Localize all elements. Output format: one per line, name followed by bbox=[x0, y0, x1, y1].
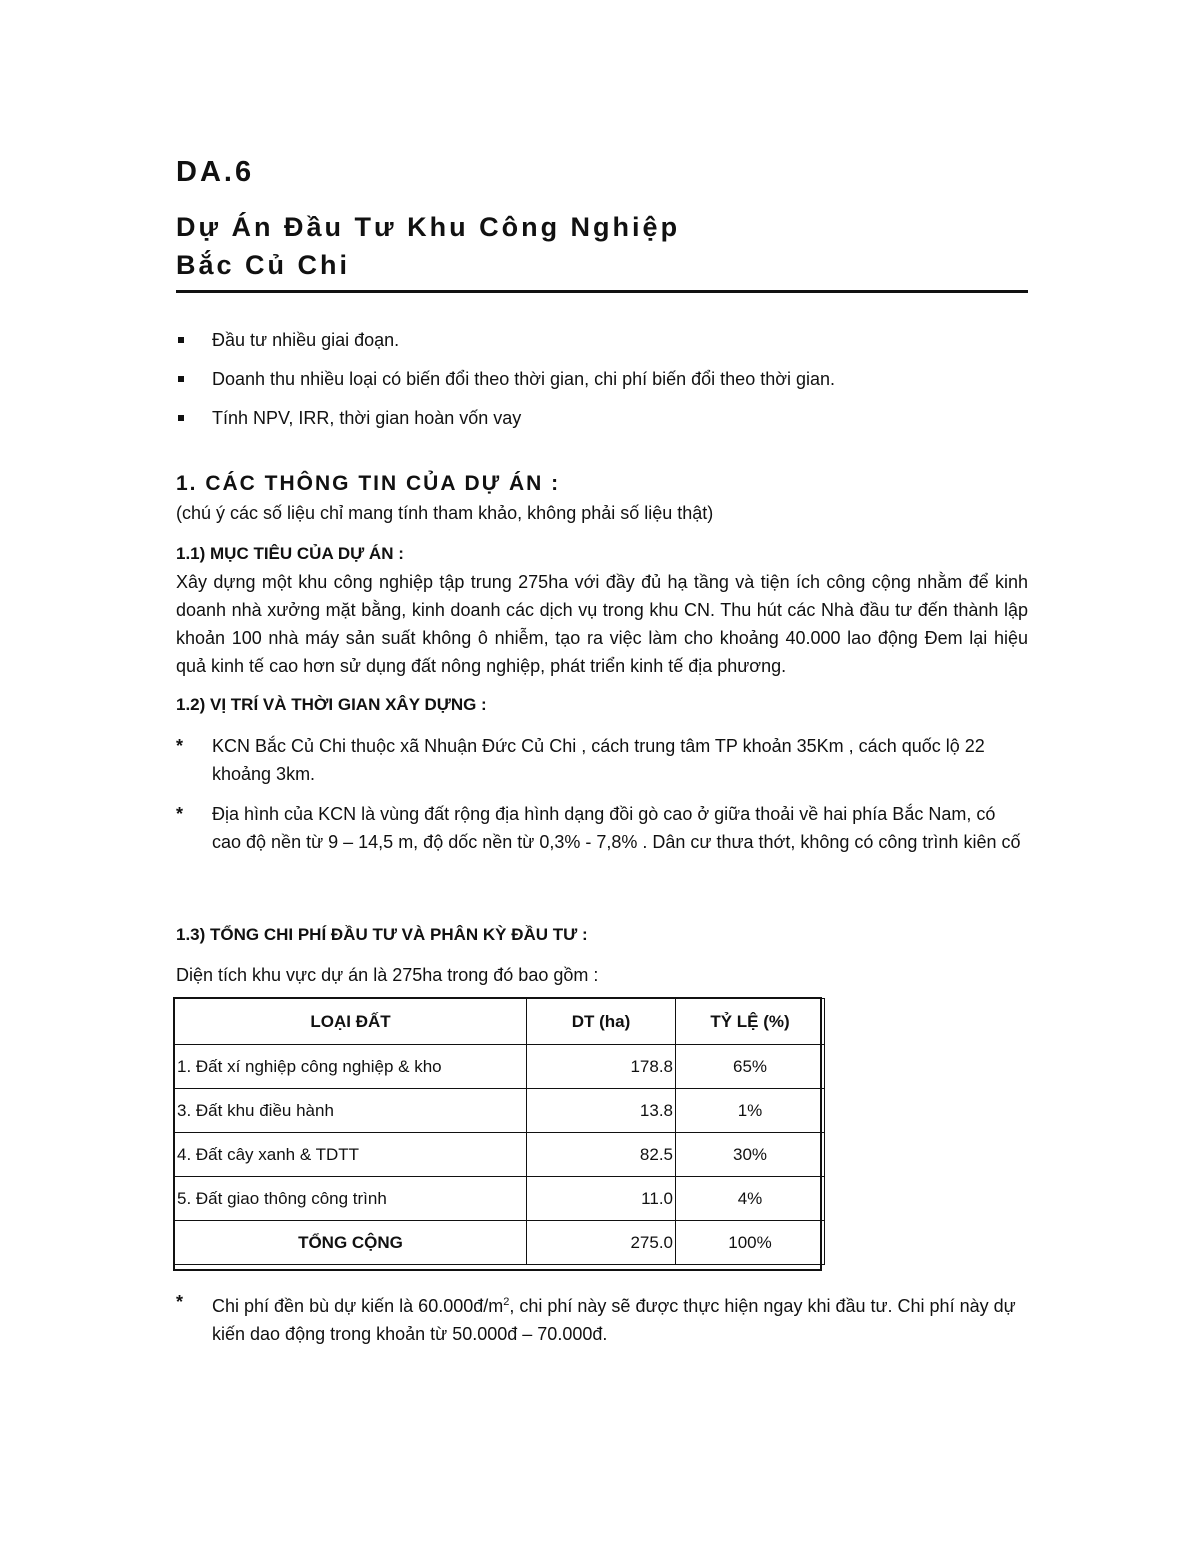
cost-note-part-2: , chi phí này sẽ được thực hiện ngay khi đầu tư. Chi phí này dự kiến dao động trong khoản từ 50.000đ – 70.000đ. bbox=[212, 1296, 1016, 1344]
list-item bbox=[176, 366, 835, 405]
land-use-table bbox=[174, 998, 825, 1265]
table-total-row bbox=[175, 1221, 825, 1265]
list-item-text: Doanh thu nhiều loại có biến đổi theo thời gian, chi phí biến đổi theo thời gian. bbox=[212, 369, 836, 389]
list-item bbox=[176, 327, 835, 366]
table-cell: 275.0 bbox=[527, 1221, 676, 1265]
list-item-text: Tính NPV, IRR, thời gian hoàn vốn vay bbox=[212, 408, 522, 428]
square-bullet-icon bbox=[178, 337, 184, 343]
table-row bbox=[175, 1133, 825, 1177]
table-header-row bbox=[175, 999, 825, 1045]
cost-note-list bbox=[176, 1288, 1028, 1348]
table-cell: 65% bbox=[676, 1045, 825, 1089]
table-cell: 30% bbox=[676, 1133, 825, 1177]
area-intro: Diện tích khu vực dự án là 275ha trong đó bao gồm : bbox=[176, 965, 599, 985]
list-item bbox=[176, 732, 1028, 788]
document-title bbox=[176, 208, 1028, 293]
location-list bbox=[176, 732, 1028, 856]
asterisk-bullet-icon: * bbox=[176, 804, 184, 824]
square-bullet-icon bbox=[178, 415, 184, 421]
title-line-2: Bắc Củ Chi bbox=[176, 250, 351, 280]
column-header: LOẠI ĐẤT bbox=[175, 999, 527, 1045]
table-cell: 13.8 bbox=[527, 1089, 676, 1133]
table-cell: 11.0 bbox=[527, 1177, 676, 1221]
table-row bbox=[175, 1089, 825, 1133]
title-line-1: Dự Án Đầu Tư Khu Công Nghiệp bbox=[176, 212, 681, 242]
list-item bbox=[176, 405, 835, 444]
subsection-heading-objectives: 1.1) MỤC TIÊU CỦA DỰ ÁN : bbox=[176, 544, 404, 563]
square-bullet-icon bbox=[178, 376, 184, 382]
list-item-text: Đầu tư nhiều giai đoạn. bbox=[212, 330, 400, 350]
table-cell: 1. Đất xí nghiệp công nghiệp & kho bbox=[175, 1045, 527, 1089]
subsection-heading-investment: 1.3) TỔNG CHI PHÍ ĐẦU TƯ VÀ PHÂN KỲ ĐẦU TƯ : bbox=[176, 925, 588, 944]
column-header: TỶ LỆ (%) bbox=[676, 999, 825, 1045]
list-item-text: Địa hình của KCN là vùng đất rộng địa hình dạng đồi gò cao ở giữa thoải về hai phía Bắc Nam, có cao độ nền từ 9 – 14,5 m, độ dốc nền từ 0,3% - 7,8% . Dân cư thưa thớt, không có công trình kiên cố bbox=[212, 804, 1021, 852]
list-item bbox=[176, 800, 1028, 856]
table-cell: TỔNG CỘNG bbox=[175, 1221, 527, 1265]
table-cell: 4% bbox=[676, 1177, 825, 1221]
subsection-heading-location: 1.2) VỊ TRÍ VÀ THỜI GIAN XÂY DỰNG : bbox=[176, 695, 487, 714]
column-header: DT (ha) bbox=[527, 999, 676, 1045]
asterisk-bullet-icon: * bbox=[176, 736, 184, 756]
document-code: DA.6 bbox=[176, 156, 255, 188]
table-cell: 4. Đất cây xanh & TDTT bbox=[175, 1133, 527, 1177]
table-cell: 5. Đất giao thông công trình bbox=[175, 1177, 527, 1221]
table-cell: 100% bbox=[676, 1221, 825, 1265]
table-row bbox=[175, 1177, 825, 1221]
table-row bbox=[175, 1045, 825, 1089]
asterisk-bullet-icon: * bbox=[176, 1292, 184, 1312]
objectives-paragraph: Xây dựng một khu công nghiệp tập trung 275ha với đầy đủ hạ tầng và tiện ích công cộng nhằm để kinh doanh nhà xưởng mặt bằng, kinh doanh các dịch vụ trong khu CN. Thu hút các Nhà đầu tư đến thành lập khoản 100 nhà máy sản suất không ô nhiễm, tạo ra việc làm cho khoảng 40.000 lao động Đem lại hiệu quả kinh tế cao hơn sử dụng đất nông nghiệp, phát triển kinh tế địa phương. bbox=[176, 572, 1028, 676]
superscript: 2 bbox=[503, 1296, 510, 1308]
table-cell: 1% bbox=[676, 1089, 825, 1133]
cost-note-part-1: Chi phí đền bù dự kiến là 60.000đ/m bbox=[212, 1296, 504, 1316]
section-heading: 1. CÁC THÔNG TIN CỦA DỰ ÁN : bbox=[176, 472, 561, 495]
cost-note-text bbox=[212, 1296, 1016, 1344]
section-note: (chú ý các số liệu chỉ mang tính tham khảo, không phải số liệu thật) bbox=[176, 503, 714, 523]
table-cell: 178.8 bbox=[527, 1045, 676, 1089]
table-cell: 82.5 bbox=[527, 1133, 676, 1177]
list-item bbox=[176, 1288, 1028, 1348]
list-item-text: KCN Bắc Củ Chi thuộc xã Nhuận Đức Củ Chi , cách trung tâm TP khoản 35Km , cách quốc lộ 22 khoảng 3km. bbox=[212, 736, 985, 784]
intro-bullet-list bbox=[176, 327, 835, 444]
table-cell: 3. Đất khu điều hành bbox=[175, 1089, 527, 1133]
